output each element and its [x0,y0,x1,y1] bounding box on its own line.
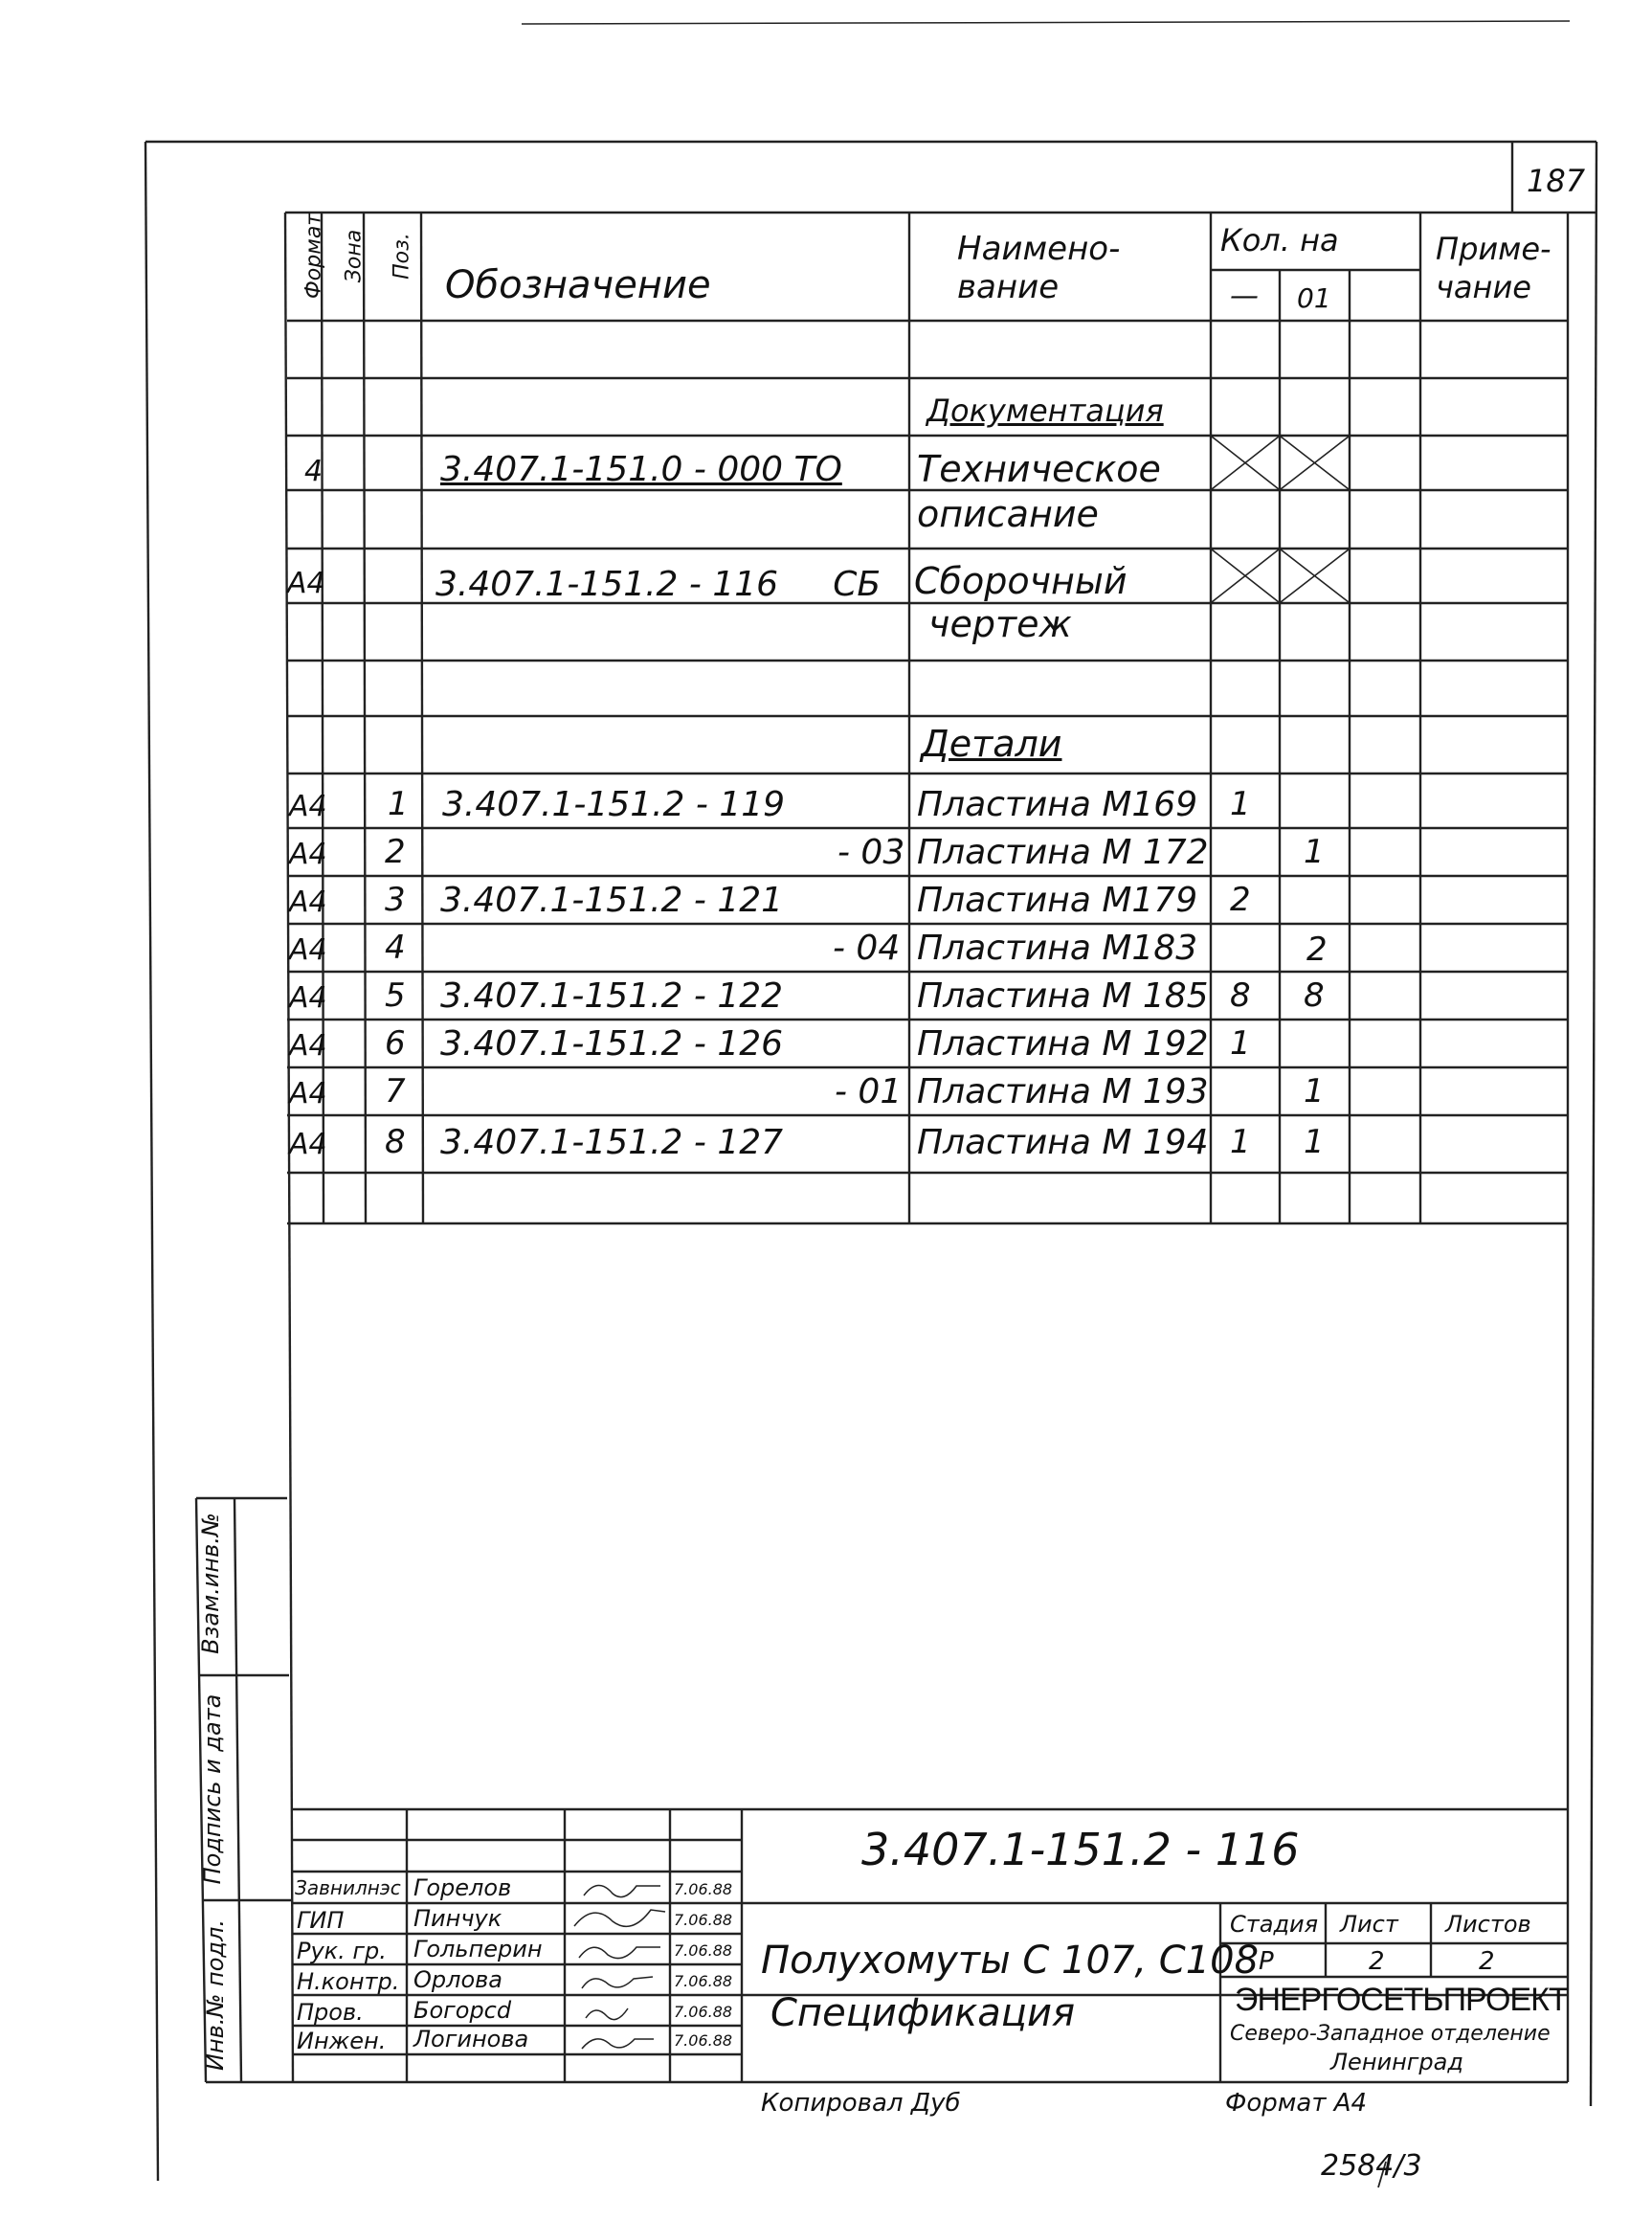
row-designation: 3.407.1-151.2 - 127 [440,1123,784,1162]
row-suffix: - 03 [837,833,905,872]
doc-row-name-line2: описание [917,493,1099,535]
sheet-value: 2 [1369,1947,1385,1976]
row-name: Пластина М 193 [917,1072,1209,1111]
row-name: Пластина М179 [917,881,1198,920]
row-suffix: - 01 [835,1072,903,1111]
row-format: А4 [289,838,327,871]
signer-name: Пинчук [413,1905,502,1932]
signer-role: Завнилнэс [295,1876,401,1899]
row-name: Пластина М 192 [917,1024,1209,1064]
signer-role: Н.контр. [297,1968,400,1995]
row-format: А4 [289,886,327,919]
doc-row-format: 4 [304,455,324,488]
sheet-label: Лист [1340,1911,1398,1938]
row-name: Пластина М 194 [917,1123,1209,1162]
row-format: А4 [289,933,327,967]
row-qty-a: 1 [1230,1123,1251,1161]
row-pos: 3 [385,881,406,919]
signer-name: Горелов [413,1874,512,1901]
row-format: А4 [289,1077,327,1110]
title-line1: Полухомуты С 107, С108 [761,1939,1260,1983]
header-format: Формат [301,213,326,300]
header-name: Наимено- вание [957,230,1121,306]
row-qty-b: 1 [1304,1072,1325,1110]
stage-value: Р [1259,1947,1274,1976]
signer-role: Пров. [297,1999,364,2026]
footer-copied-by: Копировал Дуб [761,2089,961,2118]
doc-row-name-line1: Сборочный [914,560,1127,602]
header-qty: Кол. на [1220,222,1339,258]
row-qty-b: 1 [1304,1123,1325,1161]
row-name: Пластина М183 [917,929,1198,968]
header-qty-a: — [1230,280,1259,313]
header-designation: Обозначение [445,263,711,307]
signer-role: ГИП [297,1907,345,1934]
row-pos: 6 [385,1024,406,1063]
signer-name: Логинова [413,2026,529,2052]
sheets-value: 2 [1479,1947,1495,1976]
signer-date: 7.06.88 [674,1880,733,1898]
sheet-number: 187 [1527,163,1586,199]
footer-format: Формат А4 [1225,2089,1368,2118]
row-format: А4 [289,1029,327,1063]
row-qty-b: 8 [1304,976,1325,1015]
signer-date: 7.06.88 [674,2003,733,2021]
signer-role: Инжен. [297,2028,387,2054]
row-name: Пластина М 185 [917,976,1209,1016]
stamp-inv-podl: Инв.№ подл. [202,1919,229,2071]
row-qty-a: 8 [1230,976,1251,1015]
row-qty-a: 1 [1230,1024,1251,1063]
row-pos: 1 [388,785,409,823]
row-qty-b: 2 [1306,931,1328,969]
header-zone: Зона [342,229,367,283]
signer-date: 7.06.88 [674,1911,733,1929]
sheets-label: Листов [1445,1911,1531,1938]
row-pos: 4 [385,929,406,967]
footer-archive-no: 2584/3 [1321,2149,1422,2183]
signer-date: 7.06.88 [674,1941,733,1960]
row-format: А4 [289,1128,327,1161]
stage-label: Стадия [1230,1911,1319,1938]
row-qty-b: 1 [1304,833,1325,871]
row-format: А4 [289,981,327,1015]
row-designation: 3.407.1-151.2 - 121 [440,881,784,920]
stamp-podpis-data: Подпись и дата [199,1693,226,1885]
row-qty-a: 1 [1230,785,1251,823]
row-pos: 2 [385,833,406,871]
row-name: Пластина М 172 [917,833,1209,872]
header-note: Приме- чание [1436,231,1552,305]
row-designation: 3.407.1-151.2 - 126 [440,1024,784,1064]
doc-row-designation: 3.407.1-151.0 - 000 ТО [440,450,842,489]
signer-name: Гольперин [413,1936,543,1962]
row-designation: 3.407.1-151.2 - 119 [442,785,786,824]
signer-date: 7.06.88 [674,1972,733,1990]
title-doc-code: 3.407.1-151.2 - 116 [861,1824,1300,1875]
row-designation: 3.407.1-151.2 - 122 [440,976,784,1016]
title-line2: Спецификация [770,1991,1076,2035]
org-city: Ленинград [1330,2049,1463,2075]
row-pos: 5 [385,976,406,1015]
signer-name: Богорсd [413,1997,512,2024]
row-suffix: - 04 [833,929,901,968]
signer-role: Рук. гр. [297,1938,387,1964]
stamp-vzam-inv: Взам.инв.№ [197,1513,224,1654]
row-pos: 8 [385,1123,406,1161]
org-division: Северо-Западное отделение [1230,2022,1551,2046]
signer-name: Орлова [413,1966,502,1993]
doc-row-format: А4 [287,567,325,600]
section-details: Детали [921,723,1062,765]
doc-row-name-line2: чертеж [928,603,1072,645]
row-format: А4 [289,790,327,823]
section-documentation: Документация [926,392,1164,429]
row-name: Пластина М169 [917,785,1198,824]
row-qty-a: 2 [1230,881,1251,919]
org-name: ЭНЕРГОСЕТЬПРОЕКТ [1235,1982,1568,2018]
header-pos: Поз. [390,233,414,280]
row-pos: 7 [385,1072,406,1110]
signer-date: 7.06.88 [674,2031,733,2050]
doc-row-name-line1: Техническое [917,448,1161,490]
header-qty-b: 01 [1297,282,1331,314]
doc-row-designation: 3.407.1-151.2 - 116 СБ [435,565,882,604]
